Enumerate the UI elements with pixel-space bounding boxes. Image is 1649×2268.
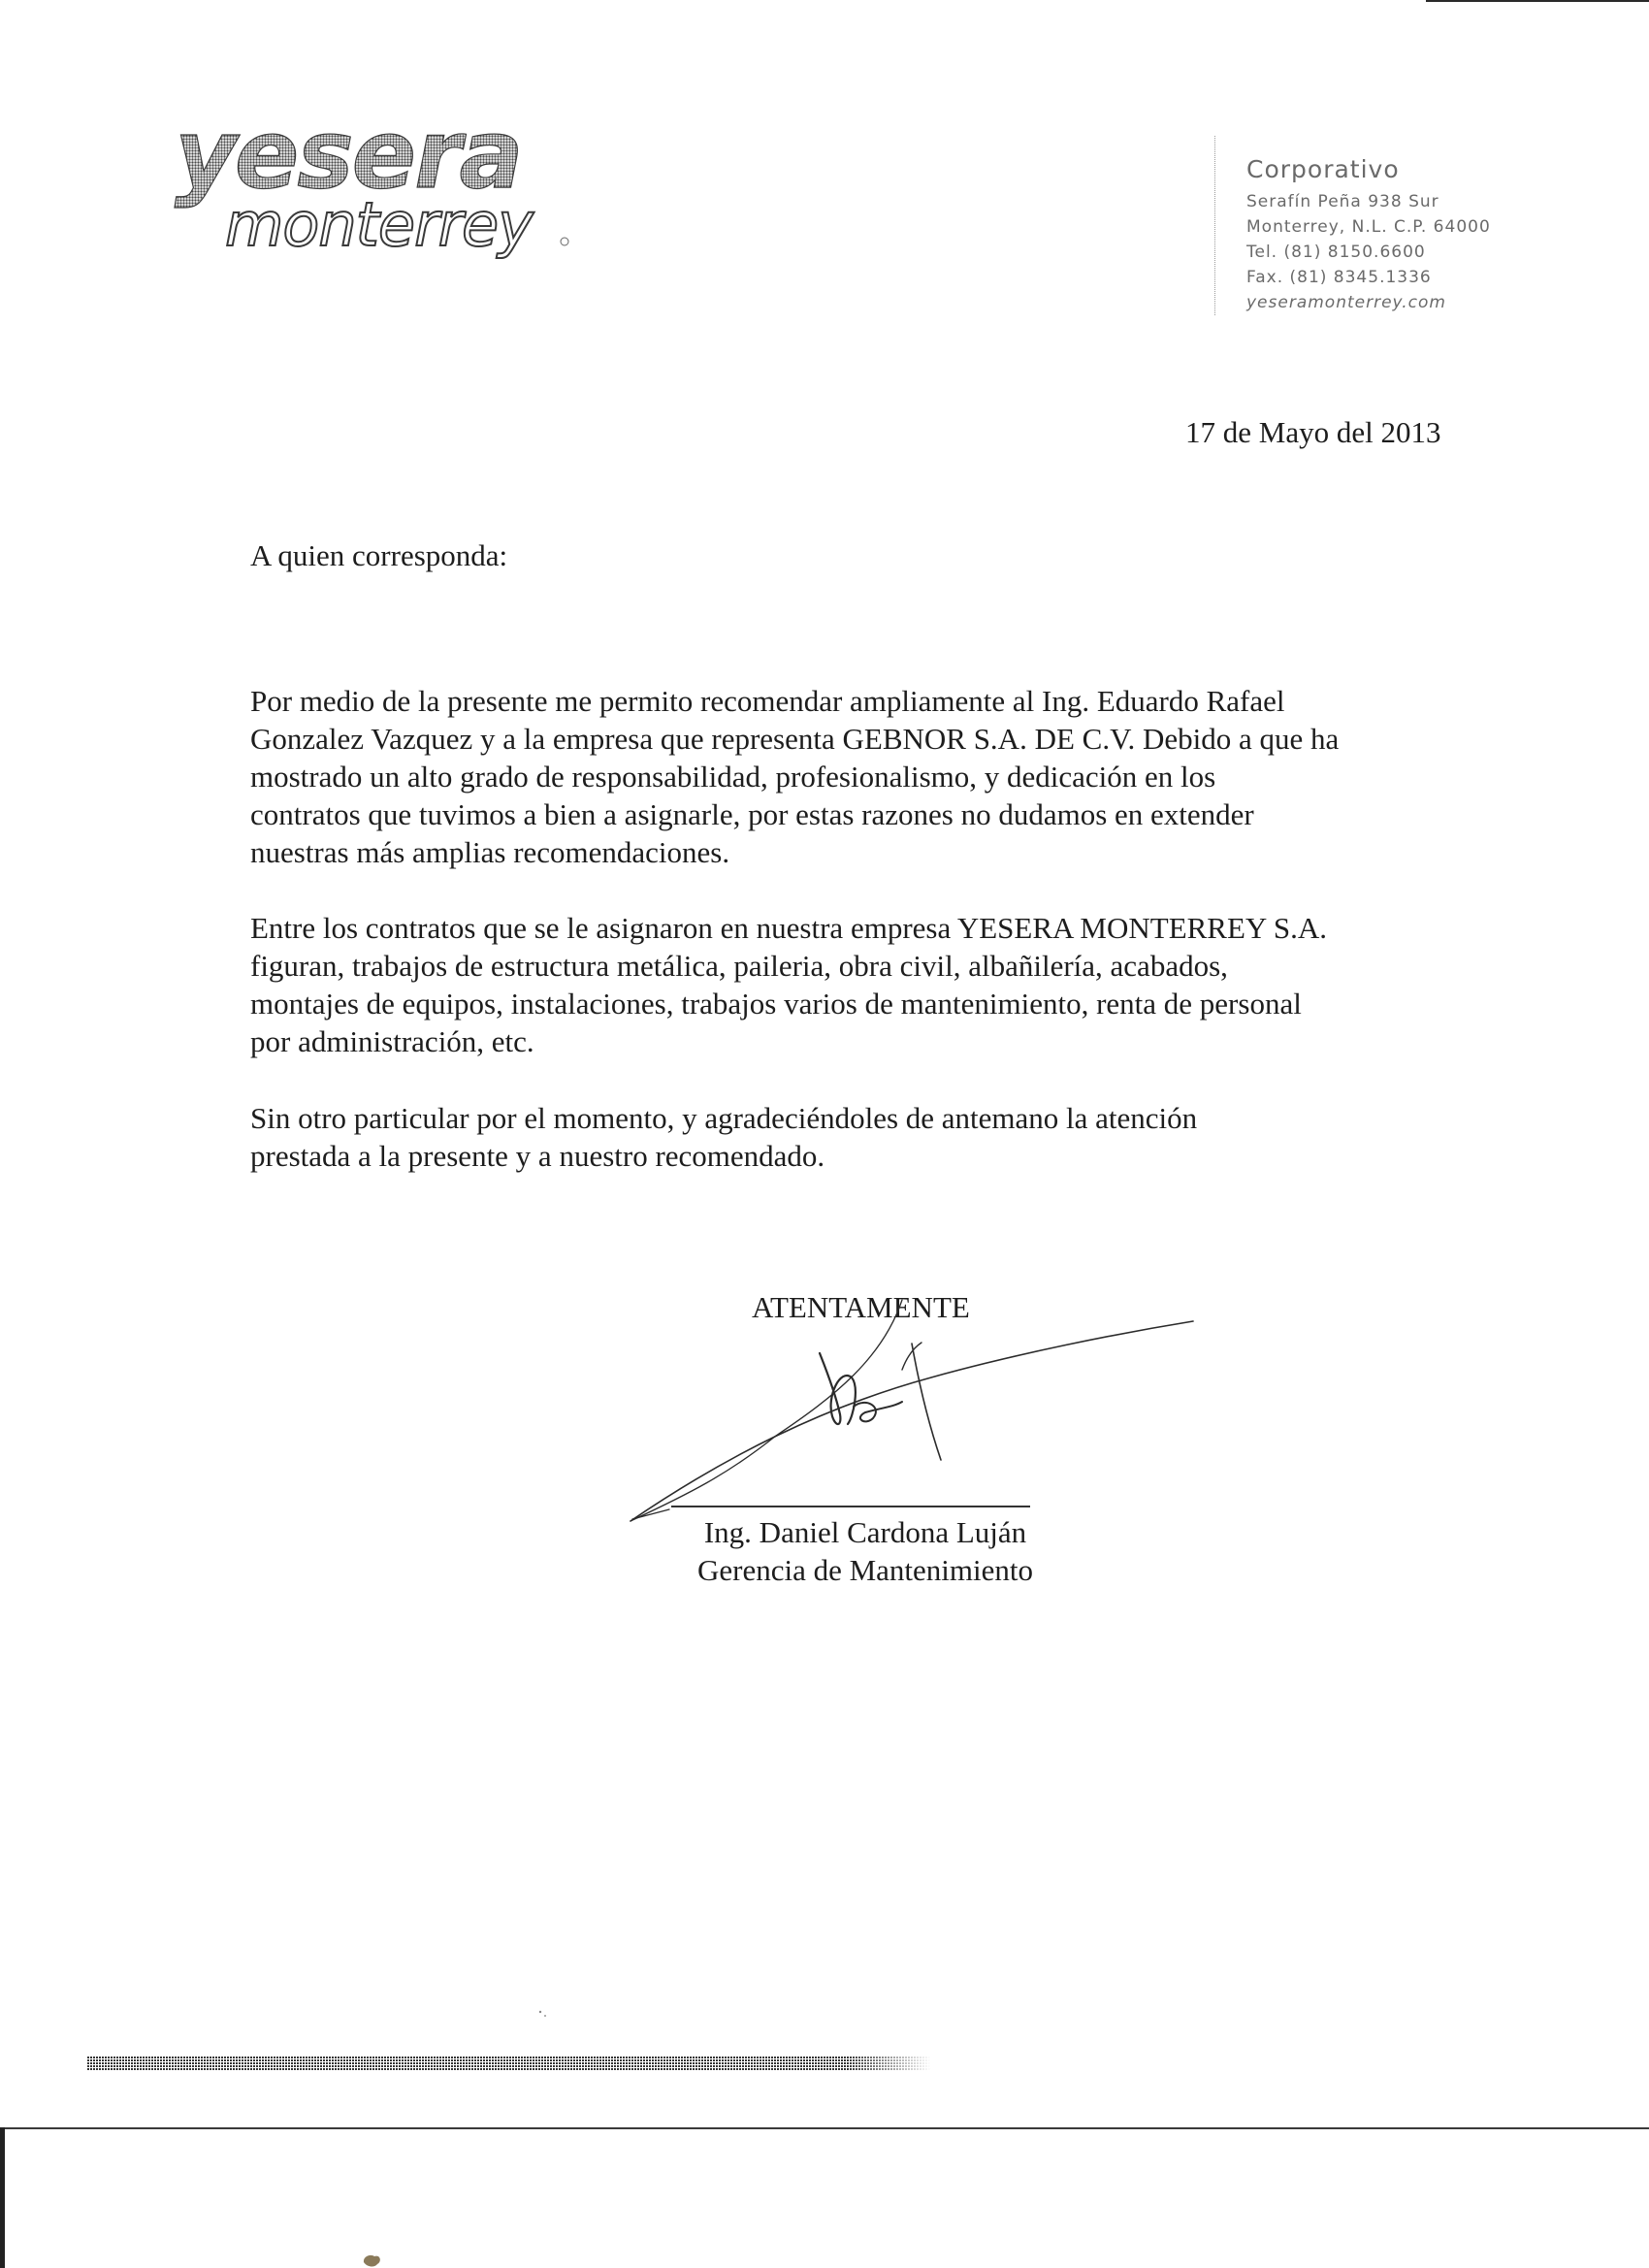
- scan-edge-line: [1426, 0, 1649, 2]
- page-edge-shadow: [0, 2127, 5, 2268]
- signature-line: [671, 1506, 1030, 1507]
- corporate-address-line1: Serafín Peña 938 Sur: [1246, 192, 1439, 211]
- paragraph-line: Gonzalez Vazquez y a la empresa que representa GEBNOR S.A. DE C.V. Debido a que ha: [250, 722, 1340, 756]
- letter-date: 17 de Mayo del 2013: [1185, 415, 1441, 449]
- logo-word-yesera: yesera: [175, 112, 522, 211]
- paragraph-line: Por medio de la presente me permito recomendar ampliamente al Ing. Eduardo Rafael: [250, 684, 1285, 718]
- corporate-divider: [1214, 136, 1215, 315]
- corporate-phone: Tel. (81) 8150.6600: [1246, 243, 1426, 262]
- corporate-website: yeseramonterrey.com: [1246, 293, 1446, 312]
- corporate-address-line2: Monterrey, N.L. C.P. 64000: [1246, 217, 1491, 237]
- registered-mark-icon: [561, 238, 568, 245]
- corporate-title: Corporativo: [1246, 155, 1400, 183]
- paragraph-line: contratos que tuvimos a bien a asignarle, por estas razones no dudamos en extender: [250, 797, 1254, 831]
- letter-paragraph-1: [250, 682, 1531, 871]
- scan-blot: [361, 2252, 382, 2268]
- signer-name: Ing. Daniel Cardona Luján: [703, 1515, 1027, 1549]
- paragraph-line: Sin otro particular por el momento, y agradeciéndoles de antemano la atención: [250, 1101, 1198, 1135]
- corporate-contact-block: [1246, 155, 1491, 315]
- signer-block: [671, 1513, 1059, 1589]
- page-edge-line: [0, 2127, 1649, 2129]
- paragraph-line: montajes de equipos, instalaciones, trabajos varios de mantenimiento, renta de personal: [250, 987, 1302, 1021]
- footer-decorative-bar: [87, 2057, 931, 2070]
- paragraph-line: Entre los contratos que se le asignaron en nuestra empresa YESERA MONTERREY S.A.: [250, 911, 1328, 945]
- letter-closing: ATENTAMENTE: [752, 1290, 970, 1324]
- scan-speck: [536, 2008, 550, 2022]
- paragraph-line: por administración, etc.: [250, 1024, 534, 1058]
- paragraph-line: figuran, trabajos de estructura metálica, paileria, obra civil, albañilería, acabados,: [250, 949, 1228, 983]
- signer-title: Gerencia de Mantenimiento: [696, 1553, 1034, 1587]
- company-logo: [165, 112, 592, 267]
- paragraph-line: nuestras más amplias recomendaciones.: [250, 835, 730, 869]
- corporate-fax: Fax. (81) 8345.1336: [1246, 268, 1432, 287]
- letter-salutation: A quien corresponda:: [250, 538, 508, 572]
- letter-paragraph-2: [250, 909, 1531, 1060]
- paragraph-line: prestada a la presente y a nuestro recomendado.: [250, 1139, 825, 1173]
- handwritten-signature: [611, 1261, 1212, 1542]
- logo-word-monterrey: monterrey: [225, 189, 533, 260]
- letter-paragraph-3: [250, 1099, 1531, 1175]
- paragraph-line: mostrado un alto grado de responsabilidad, profesionalismo, y dedicación en los: [250, 760, 1216, 794]
